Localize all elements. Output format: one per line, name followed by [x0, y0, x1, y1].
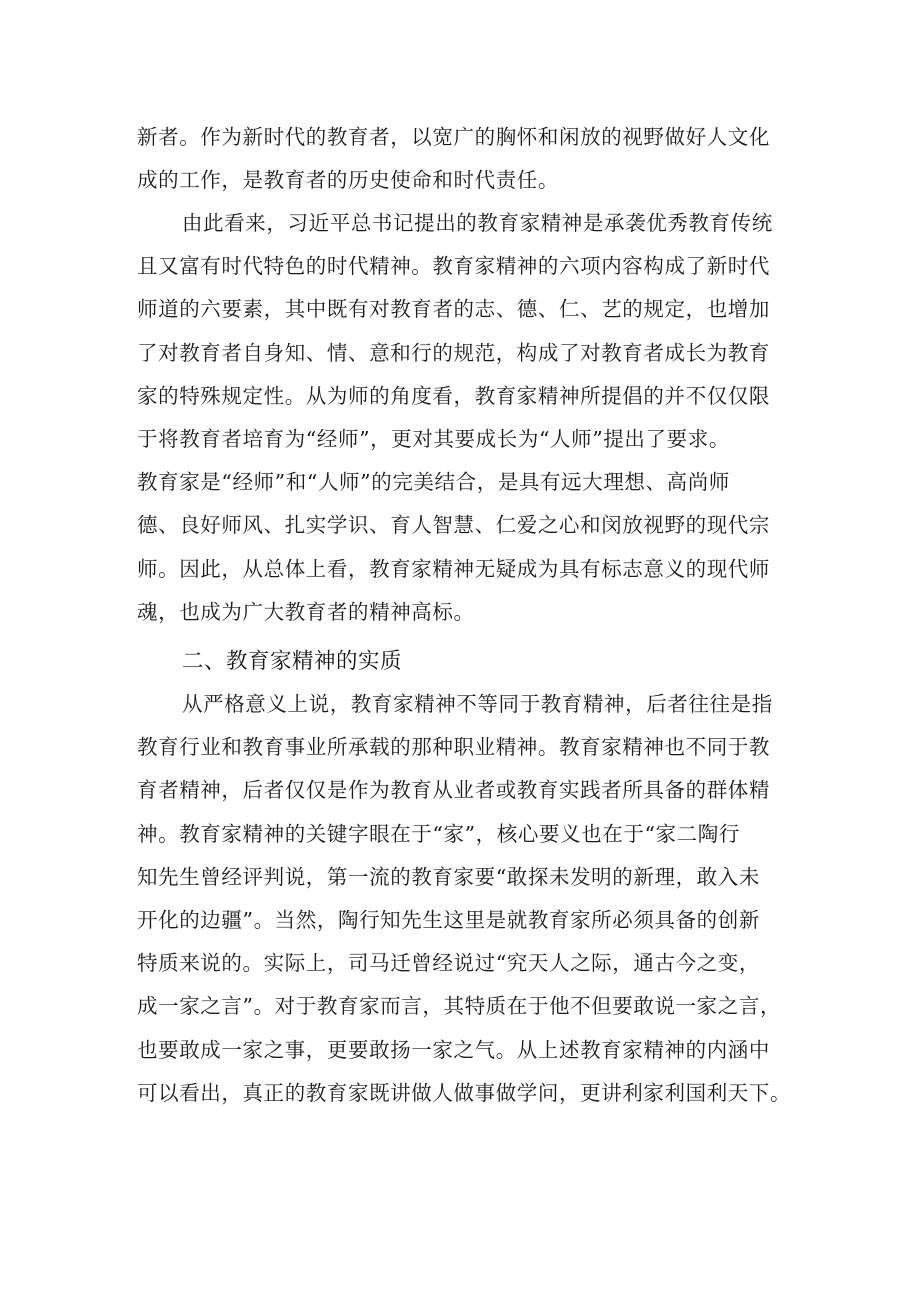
- text-line: 知先生曾经评判说，第一流的教育家要“敢探未发明的新理，敢入未: [137, 864, 760, 889]
- text-line: 教育行业和教育事业所承载的那种职业精神。教育家精神也不同于教: [137, 735, 770, 760]
- text-line: 也要敢成一家之事，更要敢扬一家之气。从上述教育家精神的内涵中: [137, 1037, 770, 1062]
- text-line: 从严格意义上说，教育家精神不等同于教育精神，后者往往是指: [182, 692, 773, 716]
- paragraph-summary: [137, 202, 797, 634]
- text-line: 教育家是“经师”和“人师”的完美结合，是具有远大理想、高尚师: [137, 470, 730, 495]
- text-line: 家的特殊规定性。从为师的角度看，教育家精神所提倡的并不仅仅限: [137, 383, 770, 408]
- text-line: 成一家之言”。对于教育家而言，其特质在于他不但要敢说一家之言，: [137, 994, 782, 1019]
- text-line: 开化的边疆”。当然，陶行知先生这里是就教育家所必须具备的创新: [137, 907, 760, 932]
- text-line: 魂，也成为广大教育者的精神高标。: [137, 599, 475, 624]
- text-line: 了对教育者自身知、情、意和行的规范，构成了对教育者成长为教育: [137, 340, 770, 365]
- text-line: 德、良好师风、扎实学识、育人智慧、仁爱之心和闵放视野的现代宗: [137, 513, 770, 538]
- text-line: 由此看来，习近平总书记提出的教育家精神是承袭优秀教育传统: [182, 211, 773, 235]
- text-line: 育者精神，后者仅仅是作为教育从业者或教育实践者所具备的群体精: [137, 778, 770, 803]
- paragraph-essence: [137, 683, 797, 1115]
- text-line: 且又富有时代特色的时代精神。教育家精神的六项内容构成了新时代: [137, 254, 770, 279]
- text-line: 师道的六要素，其中既有对教育者的志、德、仁、艺的规定，也增加: [137, 297, 770, 322]
- text-line: 可以看出，真正的教育家既讲做人做事做学问，更讲利家利国利天下。: [137, 1080, 792, 1105]
- text-line: 于将教育者培育为“经师”，更对其要成长为“人师”提出了要求。: [137, 426, 730, 451]
- text-line: 成的工作，是教育者的历史使命和时代责任。: [137, 168, 559, 193]
- section-heading: 二、教育家精神的实质: [182, 649, 403, 674]
- text-line: 神。教育家精神的关键字眼在于“家”，核心要义也在于“家二陶行: [137, 821, 740, 846]
- paragraph-continuation: [137, 116, 797, 202]
- text-line: 新者。作为新时代的教育者，以宽广的胸怀和闲放的视野做好人文化: [137, 125, 770, 149]
- text-line: 师。因此，从总体上看，教育家精神无疑成为具有标志意义的现代师: [137, 556, 770, 581]
- text-line: 特质来说的。实际上，司马迁曾经说过“究天人之际，通古今之变，: [137, 951, 760, 976]
